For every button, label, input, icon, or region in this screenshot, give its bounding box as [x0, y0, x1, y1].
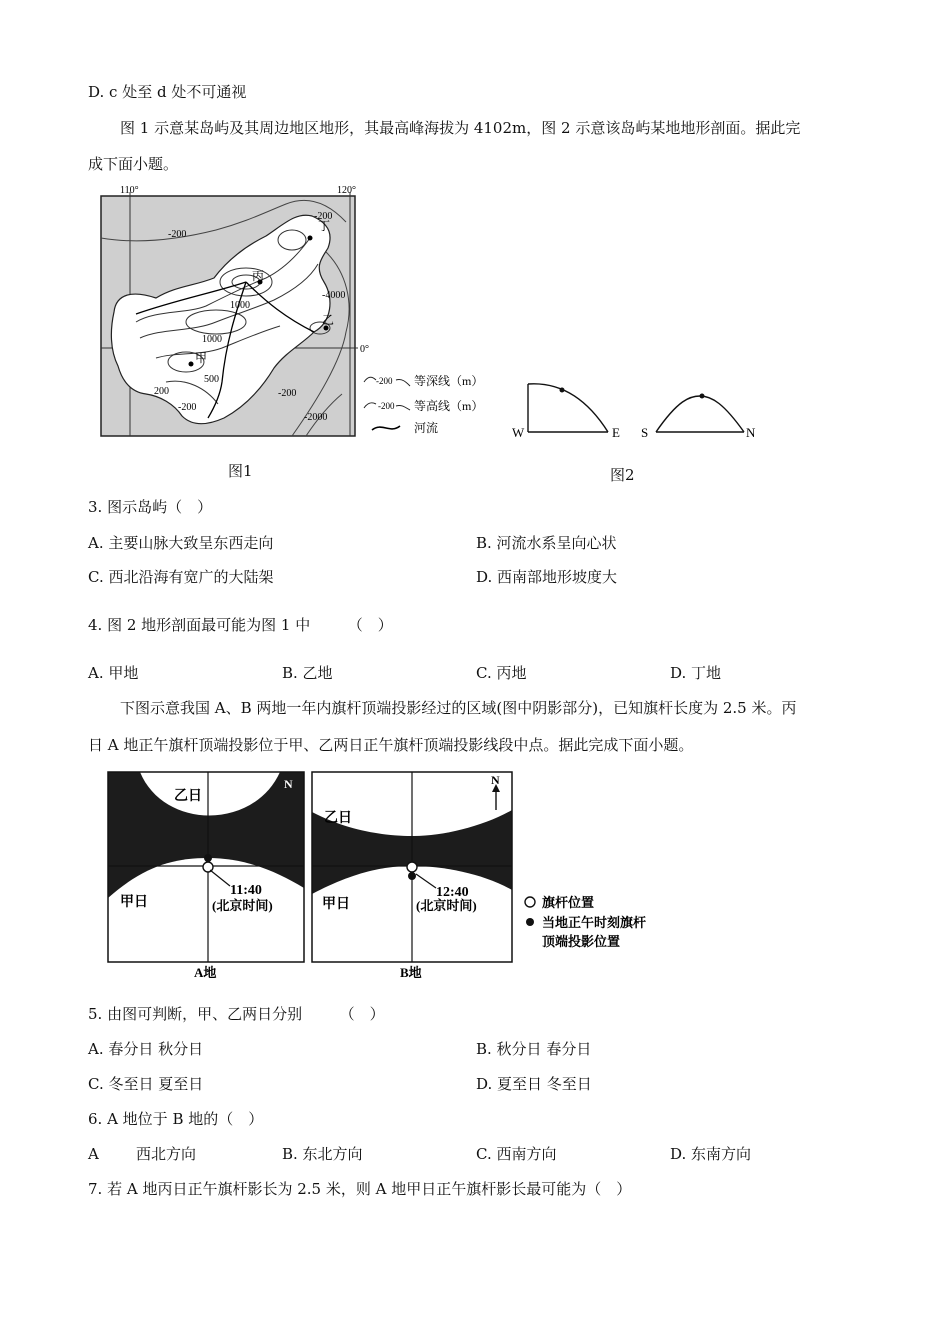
panel-a-jia-label: 甲日: [120, 895, 148, 910]
contour-label: -200: [178, 402, 197, 413]
contour-label: 1000: [230, 300, 250, 311]
panel-b-north-label: N: [491, 773, 500, 787]
figure2-caption: 图2: [610, 466, 635, 484]
contour-label: -200: [168, 229, 187, 240]
place-label-bing: 丙: [252, 269, 265, 283]
intro1-line1: 图 1 示意某岛屿及其周边地区地形，其最高峰海拔为 4102m，图 2 示意该岛屿某地地形剖面。据此完: [120, 119, 801, 137]
legend-noon-shadow-label-2: 顶端投影位置: [542, 934, 621, 949]
legend-isobath-sample: -200: [376, 376, 393, 386]
panel-b-yi-label: 乙日: [324, 811, 352, 826]
contour-label: 200: [154, 386, 169, 397]
legend-contour-label: 等高线（m）: [414, 399, 484, 413]
q2-option-d: D. c 处至 d 处不可通视: [88, 83, 247, 101]
q5-stem: 5. 由图可判断，甲、乙两日分别 （ ）: [88, 1005, 385, 1023]
q4-option-b: B. 乙地: [282, 664, 333, 682]
q7-stem: 7. 若 A 地丙日正午旗杆影长为 2.5 米，则 A 地甲日正午旗杆影长最可能为（ ）: [88, 1180, 632, 1198]
panel-b-time-note: (北京时间): [416, 898, 477, 913]
q6-option-d: D. 东南方向: [670, 1145, 752, 1163]
panel-b-jia-label: 甲日: [322, 897, 350, 912]
panel-b: [312, 772, 512, 980]
panel-a-name: A地: [194, 965, 217, 980]
flagpole-shadow-figure: [104, 770, 664, 982]
intro2-line2: 日 A 地正午旗杆顶端投影位于甲、乙两日正午旗杆顶端投影线段中点。据此完成下面小题。: [88, 736, 694, 754]
lon-110-label: 110°: [120, 185, 139, 196]
profile-n-label: N: [746, 425, 756, 440]
panel-b-time: 12:40: [436, 885, 469, 900]
q3-option-c: C. 西北沿海有宽广的大陆架: [88, 568, 274, 586]
panel-a-north-label: N: [284, 777, 293, 791]
q6-option-c: C. 西南方向: [476, 1145, 557, 1163]
contour-label: -4000: [322, 290, 346, 301]
q4-stem: 4. 图 2 地形剖面最可能为图 1 中 （ ）: [88, 616, 393, 634]
contour-label: -200: [314, 211, 333, 222]
q5-option-c: C. 冬至日 夏至日: [88, 1075, 204, 1093]
place-label-yi: 乙: [322, 313, 335, 327]
place-label-ding: 丁: [318, 219, 331, 233]
legend-contour-sample: -200: [378, 401, 395, 411]
q4-option-d: D. 丁地: [670, 664, 722, 682]
q3-option-b: B. 河流水系呈向心状: [476, 534, 617, 552]
q4-option-c: C. 丙地: [476, 664, 527, 682]
panel-b-name: B地: [400, 965, 422, 980]
intro2-line1: 下图示意我国 A、B 两地一年内旗杆顶端投影经过的区域(图中阴影部分)，已知旗杆长度为 2.5 米。丙: [120, 699, 797, 717]
q5-option-a: A. 春分日 秋分日: [88, 1040, 204, 1058]
contour-label: -200: [278, 388, 297, 399]
island-topographic-map: [96, 182, 496, 444]
profile-w-label: W: [512, 425, 525, 440]
profile-s-label: S: [641, 425, 649, 440]
q3-option-d: D. 西南部地形坡度大: [476, 568, 618, 586]
q6-option-a-letter: A: [88, 1145, 99, 1163]
intro1-line2: 成下面小题。: [88, 155, 179, 173]
q6-option-a-text: 西北方向: [136, 1145, 197, 1163]
contour-label: 1000: [202, 334, 222, 345]
q4-option-a: A. 甲地: [88, 664, 139, 682]
panel-a-yi-label: 乙日: [174, 789, 202, 804]
figure1-caption: 图1: [228, 462, 253, 480]
profile-e-label: E: [612, 425, 620, 440]
contour-label: -2000: [304, 412, 328, 423]
legend-flagpole-label: 旗杆位置: [542, 895, 595, 910]
legend-isobath-label: 等深线（m）: [414, 374, 484, 388]
terrain-profile-figure: [508, 376, 778, 444]
lon-120-label: 120°: [337, 185, 356, 196]
equator-label: 0°: [360, 344, 369, 355]
q3-option-a: A. 主要山脉大致呈东西走向: [88, 534, 274, 552]
q5-option-b: B. 秋分日 春分日: [476, 1040, 592, 1058]
q6-stem: 6. A 地位于 B 地的（ ）: [88, 1110, 264, 1128]
q5-option-d: D. 夏至日 冬至日: [476, 1075, 592, 1093]
q3-stem: 3. 图示岛屿（ ）: [88, 498, 213, 516]
contour-label: 500: [204, 374, 219, 385]
q6-option-b: B. 东北方向: [282, 1145, 363, 1163]
place-label-jia: 甲: [195, 351, 208, 365]
panel-a-time-note: (北京时间): [212, 898, 273, 913]
panel-a: [108, 772, 304, 980]
panel-a-time: 11:40: [230, 883, 262, 898]
legend-river-label: 河流: [414, 421, 439, 435]
legend-noon-shadow-label-1: 当地正午时刻旗杆: [542, 915, 647, 930]
